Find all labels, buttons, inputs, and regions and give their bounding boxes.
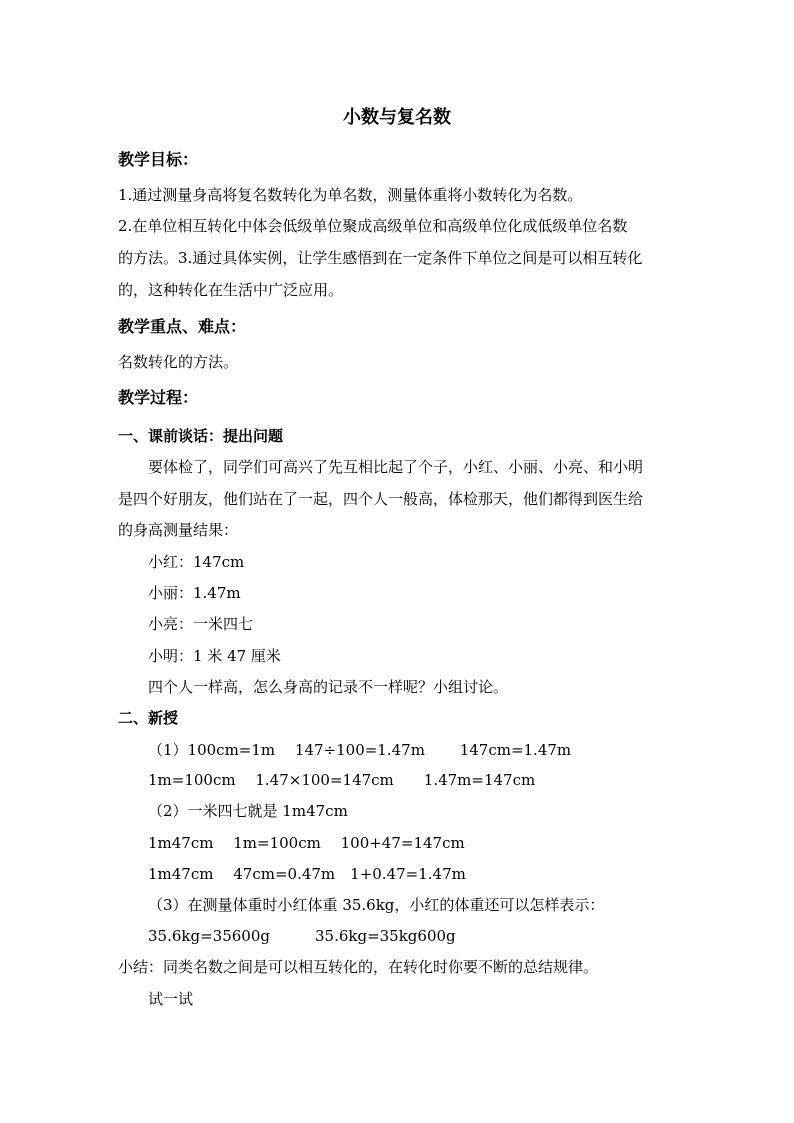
result-xiaoli: 小丽：1.47m: [148, 584, 241, 602]
part2-line-1: （1）100cm=1m 147÷100=1.47m 147cm=1.47m: [148, 741, 572, 759]
summary-text: 小结：同类名数之间是可以相互转化的，在转化时你要不断的总结规律。: [118, 958, 599, 976]
part2-line-4: 1m47cm 1m=100cm 100+47=147cm: [148, 834, 465, 852]
goal-line-2: 2.在单位相互转化中体会低级单位聚成高级单位和高级单位化成低级单位名数: [118, 217, 628, 235]
part2-line-2: 1m=100cm 1.47×100=147cm 1.47m=147cm: [148, 771, 536, 789]
goal-line-4: 的，这种转化在生活中广泛应用。: [118, 281, 344, 299]
try-it-text: 试一试: [148, 990, 194, 1008]
part1-question: 四个人一样高，怎么身高的记录不一样呢？小组讨论。: [148, 678, 509, 696]
key-points-text: 名数转化的方法。: [118, 353, 239, 371]
key-points-heading: 教学重点、难点：: [118, 317, 247, 336]
part2-heading: 二、新授: [118, 709, 179, 727]
result-xiaoliang: 小亮：一米四七: [148, 615, 254, 633]
part2-line-5: 1m47cm 47cm=0.47m 1+0.47=1.47m: [148, 865, 466, 883]
goals-heading: 教学目标：: [118, 150, 199, 169]
part2-line-6: （3）在测量体重时小红体重 35.6kg，小红的体重还可以怎样表示：: [148, 896, 605, 914]
result-xiaohong: 小红：147cm: [148, 553, 245, 571]
part1-paragraph-line-2: 是四个好朋友，他们站在了一起，四个人一般高，体检那天，他们都得到医生给: [118, 490, 644, 508]
part1-heading: 一、课前谈话：提出问题: [118, 427, 284, 445]
goal-line-1: 1.通过测量身高将复名数转化为单名数，测量体重将小数转化为名数。: [118, 186, 583, 204]
result-xiaoming: 小明：1 米 47 厘米: [148, 647, 281, 665]
goal-line-3: 的方法。3.通过具体实例，让学生感悟到在一定条件下单位之间是可以相互转化: [118, 249, 643, 267]
document-title: 小数与复名数: [343, 107, 451, 128]
part1-paragraph-line-3: 的身高测量结果：: [118, 521, 239, 539]
process-heading: 教学过程：: [118, 388, 199, 407]
part1-paragraph-line-1: 要体检了，同学们可高兴了先互相比起了个子，小红、小丽、小亮、和小明: [148, 458, 644, 476]
part2-line-3: （2）一米四七就是 1m47cm: [148, 802, 348, 820]
part2-line-7: 35.6kg=35600g 35.6kg=35kg600g: [148, 927, 456, 945]
